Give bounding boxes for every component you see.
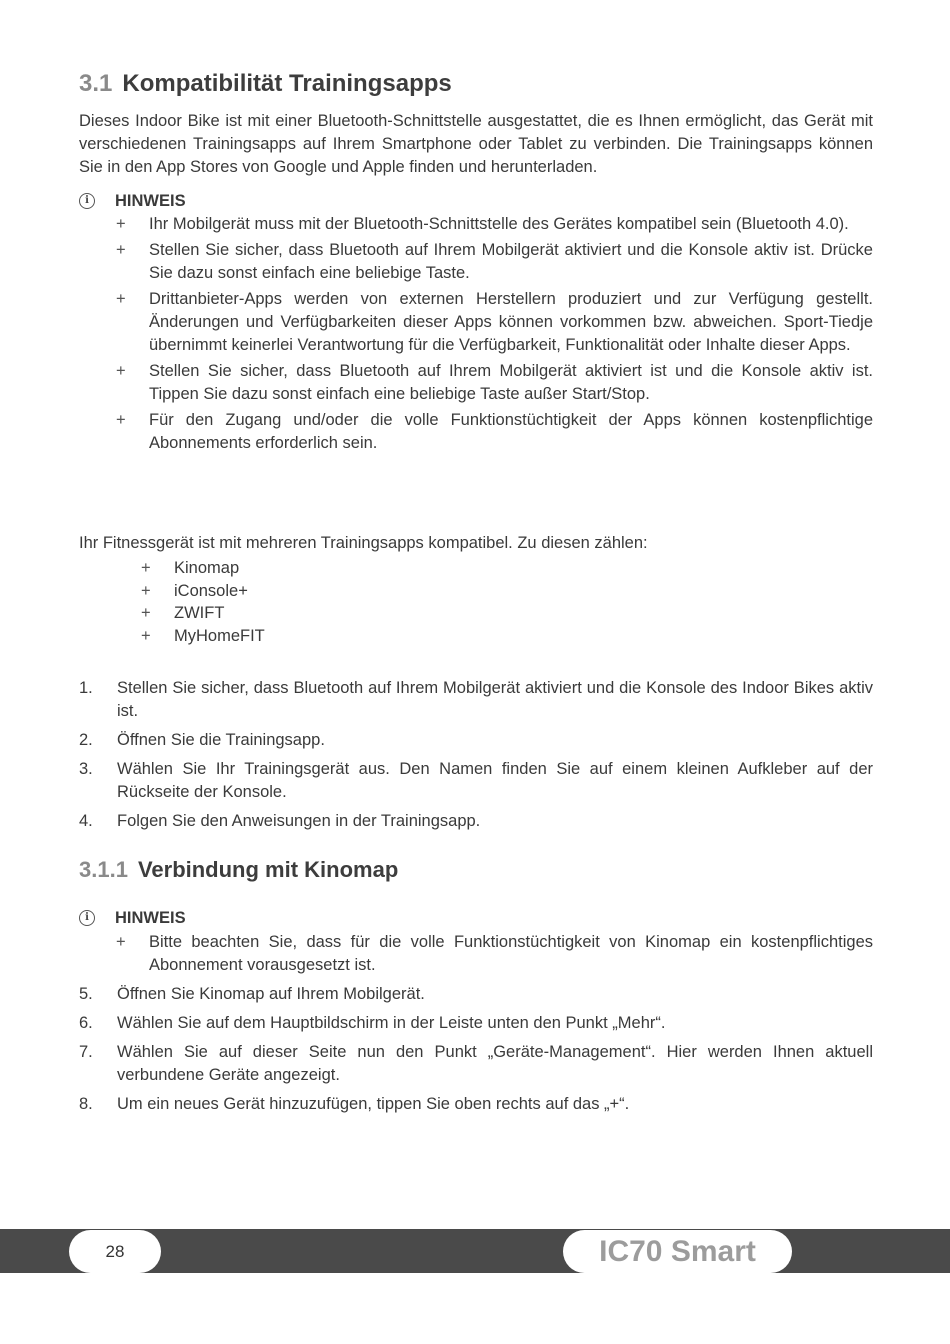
- step-text: Wählen Sie auf dieser Seite nun den Punkt „Geräte-Management“. Hier werden Ihnen aktuell verbundene Geräte angezeigt.: [117, 1043, 873, 1084]
- step-item: [79, 983, 873, 1006]
- info-circle-icon: i: [79, 910, 95, 926]
- step-item: [79, 1041, 873, 1087]
- step-text: Öffnen Sie Kinomap auf Ihrem Mobilgerät.: [117, 985, 425, 1003]
- app-name: MyHomeFIT: [174, 626, 265, 645]
- step-text: Um ein neues Gerät hinzuzufügen, tippen Sie oben rechts auf das „+“.: [117, 1095, 630, 1113]
- step-item: [79, 677, 873, 723]
- section-number: 3.1: [79, 70, 113, 97]
- model-name-pill: [563, 1230, 792, 1273]
- note-item-text: Stellen Sie sicher, dass Bluetooth auf Ihrem Mobilgerät aktiviert ist und die Konsole aktiv ist. Tippen Sie dazu sonst einfach eine beliebige Taste außer Start/Stop.: [149, 362, 873, 403]
- plus-bullet-icon: +: [141, 581, 151, 600]
- section-title: Kompatibilität Trainingsapps: [122, 70, 452, 97]
- plus-bullet-icon: +: [116, 933, 126, 951]
- step-item: [79, 729, 873, 752]
- note-item-text: Stellen Sie sicher, dass Bluetooth auf Ihrem Mobilgerät aktiviert und die Konsole aktiv ist. Drücke Sie dazu sonst einfach eine beliebige Taste.: [149, 241, 873, 282]
- steps-list: [79, 983, 873, 1122]
- app-name: Kinomap: [174, 559, 240, 577]
- step-item: [79, 810, 873, 833]
- note-heading: [79, 190, 186, 213]
- step-number: 5.: [79, 985, 93, 1003]
- list-item: [116, 239, 873, 285]
- note-heading: [79, 907, 186, 930]
- note-item-text: Bitte beachten Sie, dass für die volle Funktionstüchtigkeit von Kinomap ein kostenpflichtiges Abonnement vorausgesetzt ist.: [149, 933, 873, 974]
- plus-bullet-icon: +: [116, 241, 126, 259]
- intro-paragraph: Dieses Indoor Bike ist mit einer Bluetooth-Schnittstelle ausgestattet, die es Ihnen ermöglicht, das Gerät mit verschiedenen Trainingsapps auf Ihrem Smartphone oder Tablet zu verbinden. Die Trainingsapps können Sie in den App Stores von Google und Apple finden und herunterladen.: [79, 112, 873, 176]
- step-item: [79, 1093, 873, 1116]
- note-heading-label: HINWEIS: [115, 192, 186, 210]
- step-item: [79, 1012, 873, 1035]
- subsection-heading: [79, 857, 398, 883]
- list-item: [116, 409, 873, 455]
- list-item: [116, 931, 873, 977]
- compat-paragraph: Ihr Fitnessgerät ist mit mehreren Trainingsapps kompatibel. Zu diesen zählen:: [79, 534, 648, 552]
- step-number: 3.: [79, 760, 93, 778]
- note-list: [116, 213, 873, 458]
- step-text: Folgen Sie den Anweisungen in der Trainingsapp.: [117, 812, 481, 830]
- step-text: Wählen Sie auf dem Hauptbildschirm in der Leiste unten den Punkt „Mehr“.: [117, 1014, 666, 1032]
- plus-bullet-icon: +: [141, 559, 151, 577]
- list-item: [116, 360, 873, 406]
- plus-bullet-icon: +: [141, 626, 151, 645]
- note-heading-label: HINWEIS: [115, 909, 186, 927]
- page-number: 28: [105, 1242, 125, 1261]
- list-item: [116, 213, 873, 236]
- step-text: Wählen Sie Ihr Trainingsgerät aus. Den Namen finden Sie auf einem kleinen Aufkleber auf der Rückseite der Konsole.: [117, 760, 873, 801]
- note-list: [116, 931, 873, 980]
- step-number: 8.: [79, 1095, 93, 1113]
- step-text: Öffnen Sie die Trainingsapp.: [117, 731, 325, 749]
- step-number: 7.: [79, 1043, 93, 1061]
- step-number: 2.: [79, 731, 93, 749]
- page-number-pill: [69, 1230, 161, 1273]
- step-number: 6.: [79, 1014, 93, 1032]
- app-list-item: [141, 580, 265, 603]
- plus-bullet-icon: +: [141, 604, 151, 622]
- note-item-text: Für den Zugang und/oder die volle Funktionstüchtigkeit der Apps können kostenpflichtige Abonnements erforderlich sein.: [149, 411, 873, 452]
- note-item-text: Drittanbieter-Apps werden von externen Herstellern produziert und zur Verfügung gestellt. Änderungen und Verfügbarkeiten dieser Apps können vorkommen bzw. abweichen. Sport-Tiedje übernimmt keinerlei Verantwortung für die Verfügbarkeit, Funktionalität oder Inhalte dieser Apps.: [149, 290, 873, 354]
- app-list: [141, 557, 265, 647]
- app-list-item: [141, 602, 265, 625]
- step-number: 1.: [79, 679, 93, 697]
- model-name: IC70 Smart: [599, 1235, 756, 1268]
- plus-bullet-icon: +: [116, 290, 126, 308]
- note-item-text: Ihr Mobilgerät muss mit der Bluetooth-Schnittstelle des Gerätes kompatibel sein (Bluetooth 4.0).: [149, 215, 849, 233]
- plus-bullet-icon: +: [116, 411, 126, 429]
- app-name: ZWIFT: [174, 604, 225, 622]
- steps-list: [79, 677, 873, 839]
- subsection-number: 3.1.1: [79, 857, 128, 882]
- app-name: iConsole+: [174, 581, 248, 600]
- step-item: [79, 758, 873, 804]
- plus-bullet-icon: +: [116, 215, 126, 233]
- section-heading: [79, 70, 452, 98]
- step-text: Stellen Sie sicher, dass Bluetooth auf Ihrem Mobilgerät aktiviert und die Konsole des Indoor Bikes aktiv ist.: [117, 679, 873, 720]
- plus-bullet-icon: +: [116, 362, 126, 380]
- subsection-title: Verbindung mit Kinomap: [137, 857, 399, 882]
- info-circle-icon: i: [79, 193, 95, 209]
- list-item: [116, 288, 873, 357]
- app-list-item: [141, 625, 265, 648]
- app-list-item: [141, 557, 265, 580]
- step-number: 4.: [79, 812, 93, 830]
